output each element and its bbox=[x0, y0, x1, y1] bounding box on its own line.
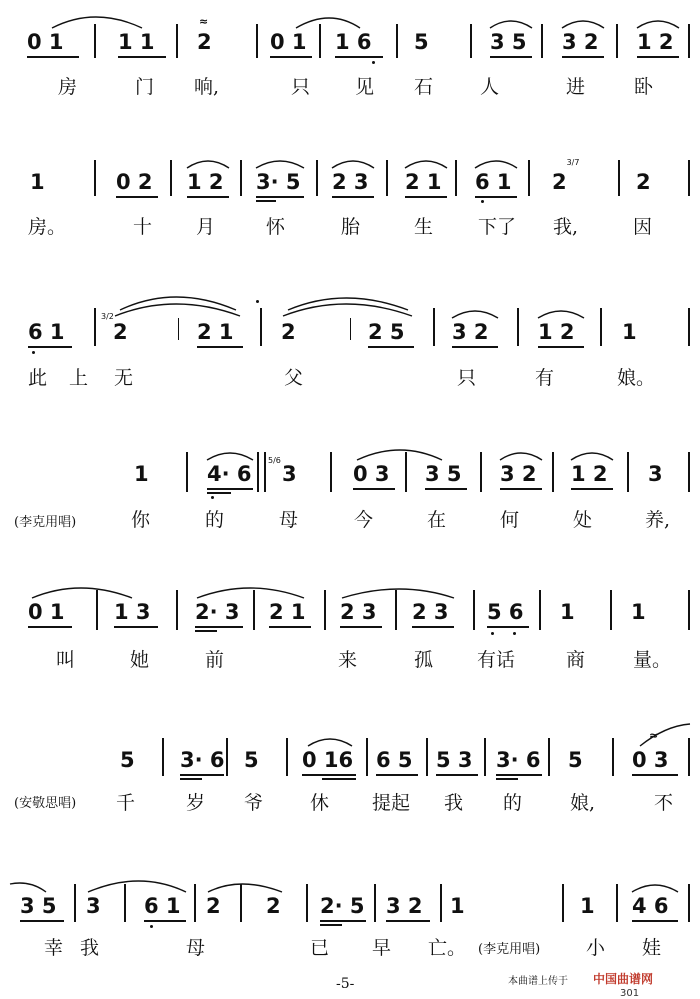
lyric: 前 bbox=[205, 649, 225, 671]
lyric: 只 bbox=[291, 76, 311, 98]
slur bbox=[88, 881, 186, 892]
note-group: 3 2 bbox=[500, 462, 537, 486]
note-group: 5 bbox=[244, 748, 259, 772]
note-group: 3 bbox=[648, 462, 663, 486]
note-group: 3· 6 bbox=[496, 748, 541, 772]
lyric: 此 bbox=[28, 367, 48, 389]
slur bbox=[283, 304, 412, 316]
lyric: 已 bbox=[310, 937, 330, 959]
lyric: 的 bbox=[503, 792, 523, 814]
slur bbox=[490, 21, 532, 28]
lyric: 母 bbox=[186, 937, 206, 959]
speaker-label: (李克用唱) bbox=[14, 515, 77, 530]
note-group: 2 3 bbox=[340, 600, 377, 624]
lyric: 卧 bbox=[634, 76, 654, 98]
slur bbox=[208, 884, 282, 892]
note-group: 6 5 bbox=[376, 748, 413, 772]
lyric: 早 bbox=[372, 937, 392, 959]
mordent-icon: ≈ bbox=[649, 729, 659, 742]
lyric: 她 bbox=[130, 649, 150, 671]
note-group: 6 1 bbox=[475, 170, 512, 194]
slur bbox=[637, 21, 679, 28]
speaker-label: (李克用唱) bbox=[478, 942, 541, 957]
lyric: 房。 bbox=[28, 216, 67, 238]
note-group: 0 3 bbox=[353, 462, 390, 486]
note-group: 1 bbox=[450, 894, 465, 918]
lyric: 小 bbox=[586, 937, 606, 959]
slur bbox=[475, 161, 517, 168]
lyric: 亡。 bbox=[428, 937, 467, 959]
slur bbox=[52, 17, 142, 28]
note-group: 6 1 bbox=[28, 320, 65, 344]
note-group: 2 bbox=[113, 320, 128, 344]
note-group: 0 1 bbox=[28, 600, 65, 624]
lyric: 爷 bbox=[244, 792, 264, 814]
note-group: 3· 5 bbox=[256, 170, 301, 194]
speaker-label: (安敬思唱) bbox=[14, 796, 77, 811]
lyric: 只 bbox=[457, 367, 477, 389]
note-group: 3· 6 bbox=[180, 748, 225, 772]
slur bbox=[357, 450, 442, 460]
note-group: 1 2 bbox=[637, 30, 674, 54]
lyric: 无 bbox=[114, 367, 134, 389]
note-group: 5 bbox=[568, 748, 583, 772]
slur bbox=[308, 739, 352, 746]
lyric: 上 bbox=[69, 367, 89, 389]
note-group: 2 3 bbox=[332, 170, 369, 194]
note-group: 0 1 bbox=[27, 30, 64, 54]
turn-mark: 3/7 bbox=[566, 158, 580, 167]
note-group: 2 bbox=[552, 170, 567, 194]
lyric: 怀 bbox=[266, 216, 286, 238]
lyric: 不 bbox=[654, 792, 674, 814]
lyric: 我 bbox=[444, 792, 464, 814]
note-group: 4· 6 bbox=[207, 462, 252, 486]
grace-note: 3/2 bbox=[101, 312, 114, 321]
note-group: 1 2 bbox=[538, 320, 575, 344]
lyric: 我 bbox=[80, 937, 100, 959]
note-group: 2 bbox=[266, 894, 281, 918]
note-group: 0 2 bbox=[116, 170, 153, 194]
note-group: 3 bbox=[86, 894, 101, 918]
slur bbox=[10, 883, 46, 892]
note-group: 2 5 bbox=[368, 320, 405, 344]
lyric: 休 bbox=[310, 792, 330, 814]
note-group: 3 2 bbox=[562, 30, 599, 54]
note-group: 1 bbox=[631, 600, 646, 624]
note-group: 5 3 bbox=[436, 748, 473, 772]
note-group: 1 bbox=[134, 462, 149, 486]
lyric: 有 bbox=[535, 367, 555, 389]
lyric: 的 bbox=[205, 509, 225, 531]
lyric: 胎 bbox=[341, 216, 361, 238]
lyric: 今 bbox=[354, 509, 374, 531]
lyric: 处 bbox=[573, 509, 593, 531]
note-group: 5 bbox=[120, 748, 135, 772]
note-group: 2 bbox=[197, 30, 212, 54]
slur bbox=[296, 18, 360, 28]
note-group: 2 1 bbox=[197, 320, 234, 344]
grace-note: 5/6 bbox=[268, 456, 281, 465]
note-group: 3 bbox=[282, 462, 297, 486]
lyric: 房 bbox=[58, 76, 78, 98]
slur bbox=[632, 885, 678, 892]
slur bbox=[342, 589, 454, 598]
note-group: 2 bbox=[206, 894, 221, 918]
lyric: 门 bbox=[135, 76, 155, 98]
lyric: 娃 bbox=[642, 937, 662, 959]
lyric: 幸 bbox=[44, 937, 64, 959]
slur bbox=[538, 311, 584, 318]
mordent-icon: ≈ bbox=[199, 15, 209, 28]
slur bbox=[571, 453, 613, 460]
slur bbox=[500, 453, 542, 460]
lyric: 父 bbox=[284, 367, 304, 389]
note-group: 2 3 bbox=[412, 600, 449, 624]
lyric: 娘。 bbox=[617, 367, 656, 389]
note-group: 1 3 bbox=[114, 600, 151, 624]
page-number: -5- bbox=[336, 976, 355, 992]
lyric: 养, bbox=[645, 509, 671, 531]
lyric: 十 bbox=[133, 216, 153, 238]
lyric: 商 bbox=[566, 649, 586, 671]
lyric: 你 bbox=[131, 509, 151, 531]
slur bbox=[207, 453, 253, 460]
site-logo: 中国曲谱网 bbox=[593, 972, 654, 986]
note-group: 2 1 bbox=[269, 600, 306, 624]
slur bbox=[332, 161, 374, 168]
lyric: 人 bbox=[480, 76, 500, 98]
slur bbox=[256, 161, 304, 168]
note-group: 0 3 bbox=[632, 748, 669, 772]
lyric: 叫 bbox=[56, 649, 76, 671]
slur bbox=[115, 304, 240, 316]
note-group: 1 2 bbox=[571, 462, 608, 486]
lyric: 响, bbox=[194, 76, 220, 98]
note-group: 0 16 bbox=[302, 748, 354, 772]
lyric: 月 bbox=[196, 216, 216, 238]
note-group: 5 bbox=[414, 30, 429, 54]
lyric: 岁 bbox=[186, 792, 206, 814]
note-group: 1 6 bbox=[335, 30, 372, 54]
note-group: 4 6 bbox=[632, 894, 669, 918]
note-group: 2· 5 bbox=[320, 894, 365, 918]
note-group: 1 bbox=[580, 894, 595, 918]
note-group: 3 2 bbox=[452, 320, 489, 344]
note-group: 1 1 bbox=[118, 30, 155, 54]
lyric: 娘, bbox=[570, 792, 596, 814]
lyric: 千 bbox=[116, 792, 136, 814]
note-group: 0 1 bbox=[270, 30, 307, 54]
slur bbox=[32, 588, 132, 598]
lyric: 在 bbox=[427, 509, 447, 531]
note-group: 3 5 bbox=[490, 30, 527, 54]
slur bbox=[452, 311, 498, 318]
note-group: 1 bbox=[560, 600, 575, 624]
lyric: 生 bbox=[414, 216, 434, 238]
note-group: 3 2 bbox=[386, 894, 423, 918]
note-group: 1 bbox=[622, 320, 637, 344]
slur bbox=[405, 161, 447, 168]
lyric: 母 bbox=[279, 509, 299, 531]
lyric: 进 bbox=[566, 76, 586, 98]
page-code: 301 bbox=[620, 988, 640, 999]
slur bbox=[197, 588, 304, 598]
note-group: 6 1 bbox=[144, 894, 181, 918]
slur bbox=[187, 161, 229, 168]
lyric: 有话 bbox=[477, 649, 516, 671]
note-group: 5 6 bbox=[487, 600, 524, 624]
note-group: 2 bbox=[281, 320, 296, 344]
note-group: 1 2 bbox=[187, 170, 224, 194]
note-group: 3 5 bbox=[425, 462, 462, 486]
note-group: 2 1 bbox=[405, 170, 442, 194]
lyric: 来 bbox=[338, 649, 358, 671]
note-group: 3 5 bbox=[20, 894, 57, 918]
slur bbox=[640, 724, 690, 746]
slur bbox=[562, 21, 604, 28]
lyric: 石 bbox=[414, 76, 434, 98]
lyric: 提起 bbox=[372, 792, 411, 814]
lyric: 孤 bbox=[414, 649, 434, 671]
lyric: 下了 bbox=[478, 216, 517, 238]
lyric: 量。 bbox=[633, 649, 672, 671]
lyric: 因 bbox=[633, 216, 653, 238]
note-group: 1 bbox=[30, 170, 45, 194]
note-group: 2 bbox=[636, 170, 651, 194]
lyric: 见 bbox=[355, 76, 375, 98]
upload-note: 本曲谱上传于 bbox=[508, 976, 568, 987]
lyric: 何 bbox=[500, 509, 520, 531]
note-group: 2· 3 bbox=[195, 600, 240, 624]
lyric: 我, bbox=[553, 216, 579, 238]
